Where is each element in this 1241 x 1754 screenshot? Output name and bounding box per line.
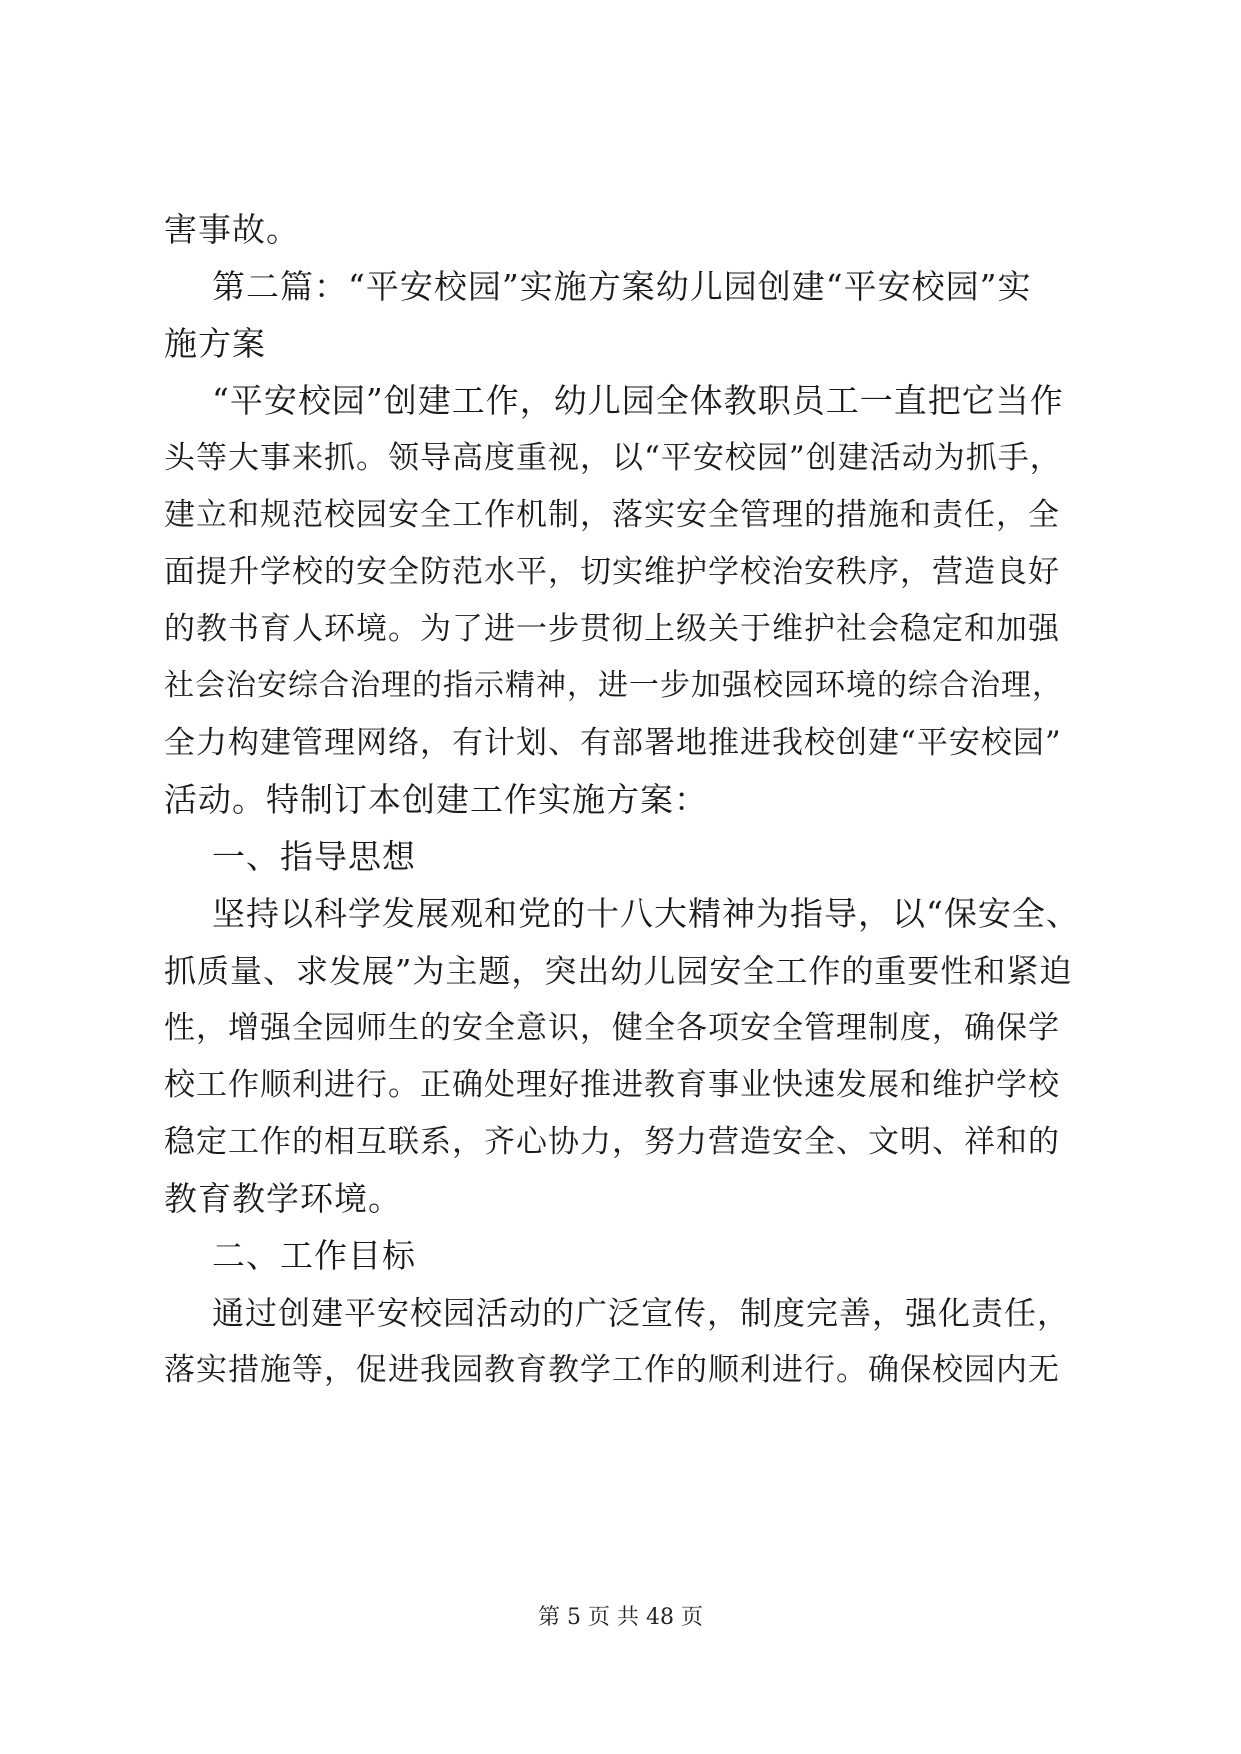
section-heading: 第二篇：“平安校园”实施方案幼儿园创建“平安校园”实 [212,267,1032,306]
text-line: 稳定工作的相互联系，齐心协力，努力营造安全、文明、祥和的 [164,1124,1060,1160]
text-line: 建立和规范校园安全工作机制，落实安全管理的措施和责任，全 [164,497,1060,533]
text-line: 的教书育人环境。为了进一步贯彻上级关于维护社会稳定和加强 [164,611,1060,647]
page-number: 第 5 页 共 48 页 [538,1605,703,1630]
text-line: 校工作顺利进行。正确处理好推进教育事业快速发展和维护学校 [164,1067,1060,1103]
text-line: 落实措施等，促进我园教育教学工作的顺利进行。确保校园内无 [164,1352,1060,1388]
text-line: 性，增强全园师生的安全意识，健全各项安全管理制度，确保学 [164,1010,1060,1046]
text-line: 害事故。 [164,210,300,249]
text-line: 头等大事来抓。领导高度重视，以“平安校园”创建活动为抓手， [164,440,1062,476]
text-line: 坚持以科学发展观和党的十八大精神为指导，以“保安全、 [212,894,1080,933]
text-line: 社会治安综合治理的指示精神，进一步加强校园环境的综合治理， [164,668,1063,703]
text-line: 面提升学校的安全防范水平，切实维护学校治安秩序，营造良好 [164,554,1060,590]
text-line: 通过创建平安校园活动的广泛宣传，制度完善，强化责任， [212,1294,1071,1332]
text-line: 施方案 [164,324,266,363]
text-line: 活动。特制订本创建工作实施方案： [164,780,708,819]
text-line: 抓质量、求发展”为主题，突出幼儿园安全工作的重要性和紧迫 [164,952,1073,990]
text-line: “平安校园”创建工作，幼儿园全体教职员工一直把它当作 [212,381,1064,420]
text-line: 全力构建管理网络，有计划、有部署地推进我校创建“平安校园” [164,725,1062,761]
text-line: 教育教学环境。 [164,1179,402,1218]
section-heading: 二、工作目标 [212,1236,416,1275]
section-heading: 一、指导思想 [212,837,416,876]
